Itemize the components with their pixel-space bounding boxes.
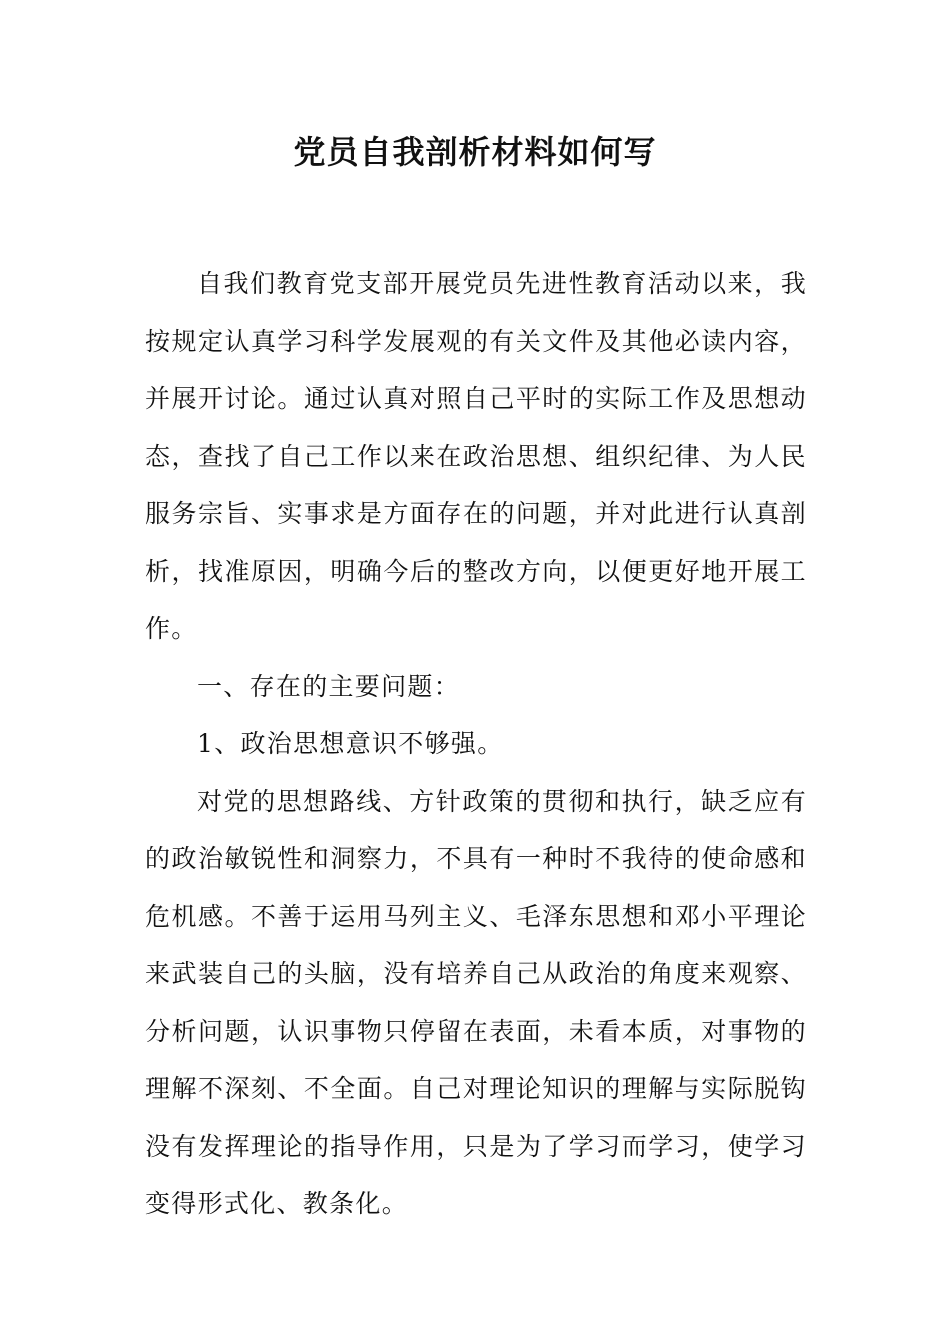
document-title: 党员自我剖析材料如何写 <box>293 133 657 171</box>
subsection-heading: 1、政治思想意识不够强。 <box>197 729 504 758</box>
section-heading: 一、存在的主要问题： <box>197 671 461 701</box>
intro-paragraph: 自我们教育党支部开展党员先进性教育活动以来，我按规定认真学习科学发展观的有关文件及其他必读内容，并展开讨论。通过认真对照自己平时的实际工作及思想动态，查找了自己工作以来在政治思想、组织纪律、为人民服务宗旨、实事求是方面存在的问题，并对此进行认真剖析，找准原因，明确今后的整改方向，以便更好地开展工作。 <box>145 269 807 643</box>
body-paragraph: 对党的思想路线、方针政策的贯彻和执行，缺乏应有的政治敏锐性和洞察力，不具有一种时不我待的使命感和危机感。不善于运用马列主义、毛泽东思想和邓小平理论来武装自己的头脑，没有培养自己从政治的角度来观察、分析问题，认识事物只停留在表面，未看本质，对事物的理解不深刻、不全面。自己对理论知识的理解与实际脱钩没有发挥理论的指导作用，只是为了学习而学习，使学习变得形式化、教条化。 <box>145 786 807 1218</box>
document-body <box>145 255 807 1233</box>
